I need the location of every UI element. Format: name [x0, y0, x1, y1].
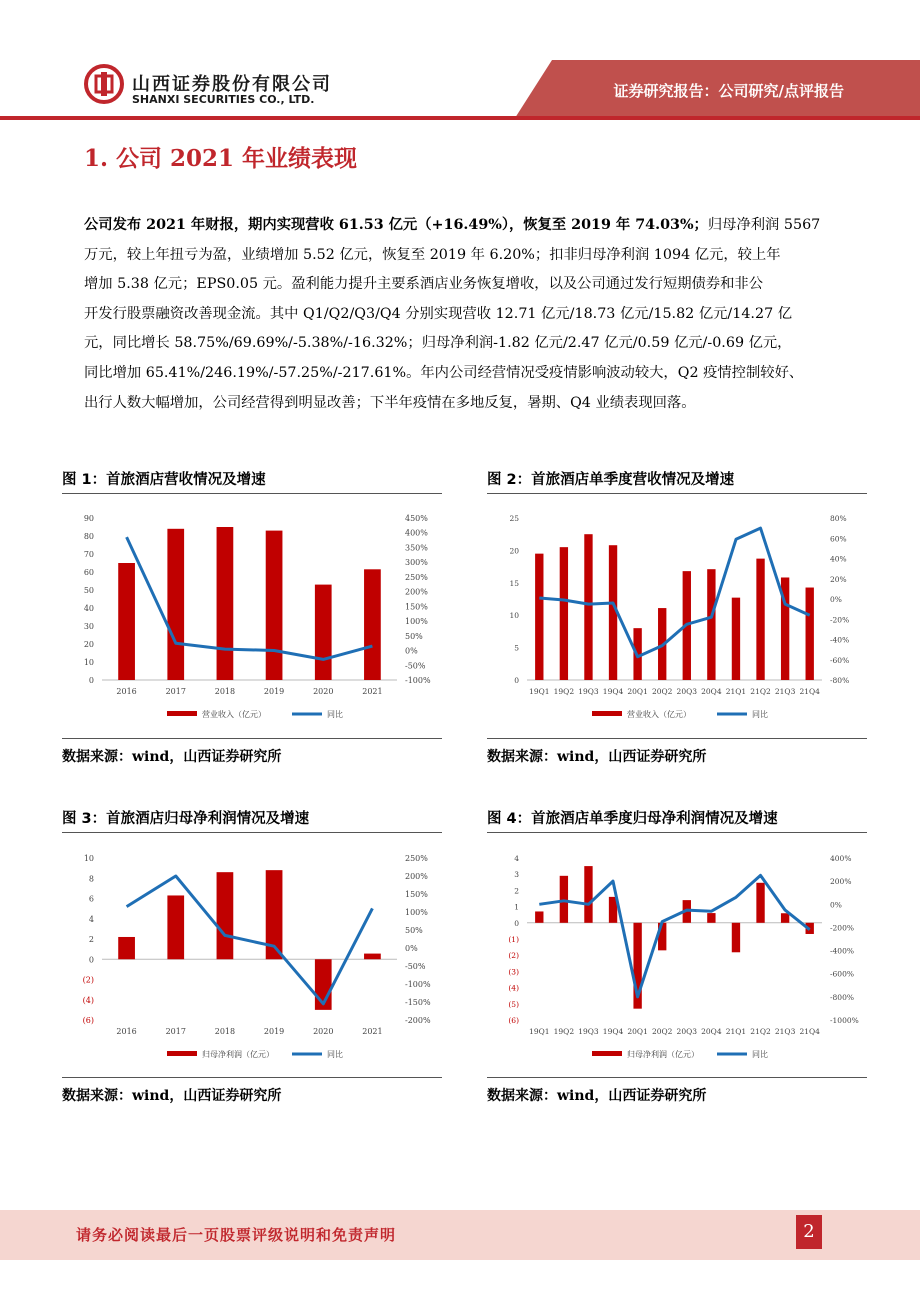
category-tick-label: 2020 [313, 687, 334, 696]
legend-bar-label: 归母净利润（亿元） [627, 1050, 699, 1059]
left-axis-tick-label: (4) [82, 995, 94, 1005]
figure-4-title: 图 4：首旅酒店单季度归母净利润情况及增速 [487, 811, 778, 827]
body-line-4: 开发行股票融资改善现金流。其中 Q1/Q2/Q3/Q4 分别实现营收 12.71 亿元/18.73 亿元/15.82 亿元/14.27 亿 [84, 305, 793, 322]
left-axis-tick-label: 50 [83, 586, 94, 595]
figure-4-source-rest: ，山西证券研究所 [594, 1088, 707, 1104]
category-tick-label: 21Q1 [725, 1027, 747, 1036]
right-axis-tick-label: 350% [405, 543, 428, 553]
right-axis-tick-label: -200% [830, 923, 854, 933]
company-logo-icon [84, 64, 124, 104]
left-axis-tick-label: 1 [514, 902, 519, 912]
left-axis-tick-label: 0 [88, 676, 94, 685]
left-axis-tick-label: (2) [82, 975, 94, 985]
figure-4-chart [487, 840, 867, 1070]
left-axis-tick-label: 20 [83, 640, 94, 649]
left-axis-tick-label: 60 [83, 568, 94, 577]
left-axis-tick-label: 90 [83, 514, 94, 523]
left-axis-tick-label: 10 [509, 611, 519, 621]
bar-mark [315, 585, 332, 680]
right-axis-tick-label: 200% [405, 587, 428, 597]
left-axis-tick-label: 3 [514, 870, 519, 880]
bar-mark [732, 923, 740, 952]
right-axis-tick-label: 300% [405, 558, 428, 568]
figure-1-chart [62, 500, 442, 730]
right-axis-tick-label: -600% [830, 969, 854, 979]
category-tick-label: 2019 [263, 687, 285, 696]
body-line-5: 元，同比增长 58.75%/69.69%/-5.38%/-16.32%；归母净利润-1.82 亿元/2.47 亿元/0.59 亿元/-0.69 亿元， [84, 335, 792, 352]
right-axis-tick-label: -800% [830, 992, 854, 1002]
figure-2-source-prefix: 数据来源： [487, 749, 557, 765]
right-axis-tick-label: 100% [405, 908, 428, 917]
category-tick-label: 2016 [116, 1027, 137, 1036]
figure-1-bottom-rule [62, 738, 442, 739]
figure-1-source-prefix: 数据来源： [62, 749, 132, 765]
figure-2-bottom-rule [487, 738, 867, 739]
right-axis-tick-label: 50% [405, 631, 423, 641]
bar-mark [167, 529, 184, 680]
right-axis-tick-label: 0% [405, 944, 418, 953]
right-axis-tick-label: 0% [405, 646, 418, 656]
growth-line-series [539, 875, 809, 997]
left-axis-tick-label: 20 [509, 546, 519, 556]
right-axis-tick-label: 0% [830, 900, 842, 910]
growth-line-series [539, 528, 809, 657]
bar-mark [535, 554, 543, 680]
right-axis-tick-label: -20% [830, 615, 850, 625]
category-tick-label: 2021 [362, 1027, 383, 1036]
bar-mark [118, 937, 135, 959]
left-axis-tick-label: 4 [88, 914, 94, 924]
left-axis-tick-label: 2 [88, 935, 94, 944]
left-axis-tick-label: 80 [83, 532, 94, 541]
category-tick-label: 19Q2 [553, 1027, 575, 1036]
figure-3-chart [62, 840, 442, 1070]
left-axis-tick-label: 6 [88, 894, 94, 904]
category-tick-label: 20Q1 [627, 1027, 648, 1036]
right-axis-tick-label: -400% [830, 946, 854, 956]
left-axis-tick-label: 15 [509, 578, 519, 588]
category-tick-label: 21Q3 [774, 1027, 796, 1036]
right-axis-tick-label: 0% [830, 595, 842, 604]
figure-3-top-rule [62, 832, 442, 833]
right-axis-tick-label: -200% [405, 1016, 431, 1025]
body-line-1 [84, 211, 852, 241]
bar-mark [364, 954, 381, 960]
category-tick-label: 19Q4 [602, 1027, 624, 1036]
category-tick-label: 2018 [214, 687, 236, 696]
figure-3-bottom-rule [62, 1077, 442, 1078]
legend-bar-swatch [167, 1051, 197, 1056]
legend-line-label: 同比 [327, 1050, 343, 1059]
left-axis-tick-label: 2 [514, 886, 519, 896]
legend-line-label: 同比 [752, 710, 768, 719]
right-axis-tick-label: -100% [405, 980, 431, 989]
category-tick-label: 19Q2 [553, 687, 575, 696]
left-axis-tick-label: 8 [88, 874, 94, 884]
category-tick-label: 2016 [116, 687, 137, 696]
right-axis-tick-label: -40% [830, 635, 850, 645]
left-axis-tick-label: 40 [83, 604, 94, 613]
figure-1-source-rest: ，山西证券研究所 [169, 749, 282, 765]
section-title: 1. 公司 2021 年业绩表现 [84, 145, 358, 172]
category-tick-label: 2021 [362, 687, 383, 696]
right-axis-tick-label: 400% [830, 854, 852, 863]
report-type: 证券研究报告：公司研究/点评报告 [613, 82, 844, 100]
figure-3-source [62, 1085, 281, 1105]
category-tick-label: 2019 [263, 1027, 285, 1036]
category-tick-label: 19Q3 [578, 1027, 599, 1036]
left-axis-tick-label: 30 [83, 622, 94, 631]
legend-bar-swatch [592, 711, 622, 716]
figure-4-bottom-rule [487, 1077, 867, 1078]
figure-1-source [62, 746, 281, 766]
bar-mark [781, 913, 789, 923]
bar-mark [756, 883, 764, 923]
category-tick-label: 2020 [313, 1027, 334, 1036]
right-axis-tick-label: 50% [405, 926, 423, 935]
category-tick-label: 20Q2 [651, 1027, 673, 1036]
category-tick-label: 20Q3 [676, 1027, 698, 1036]
bar-mark [217, 872, 234, 959]
figure-3-source-en: wind [132, 1088, 170, 1104]
legend-line-label: 同比 [752, 1050, 768, 1059]
body-line-6: 同比增加 65.41%/246.19%/-57.25%/-217.61%。年内公司经营情况受疫情影响波动较大，Q2 疫情控制较好、 [84, 364, 804, 381]
right-axis-tick-label: -50% [405, 661, 426, 671]
figure-1-source-en: wind [132, 749, 170, 765]
right-axis-tick-label: -60% [830, 655, 850, 665]
category-tick-label: 19Q1 [529, 1027, 550, 1036]
right-axis-tick-label: 250% [405, 572, 428, 582]
left-axis-tick-label: 10 [83, 658, 94, 667]
category-tick-label: 19Q3 [578, 687, 599, 696]
figure-4-source [487, 1085, 706, 1105]
right-axis-tick-label: 60% [830, 534, 847, 544]
left-axis-tick-label: 0 [88, 955, 94, 965]
legend-bar-label: 营业收入（亿元） [202, 710, 266, 719]
legend-bar-swatch [167, 711, 197, 716]
category-tick-label: 21Q2 [750, 1027, 771, 1036]
category-tick-label: 20Q1 [627, 687, 648, 696]
bar-mark [756, 559, 764, 680]
body-line-1-bold: 公司发布 2021 年财报，期内实现营收 61.53 亿元（+16.49%），恢复至 2019 年 74.03%； [84, 217, 708, 233]
figure-2-chart [487, 500, 867, 730]
left-axis-tick-label: 0 [514, 918, 519, 928]
bar-mark [806, 588, 814, 680]
body-paragraph [84, 211, 852, 418]
category-tick-label: 21Q1 [725, 687, 747, 696]
figure-2-title: 图 2：首旅酒店单季度营收情况及增速 [487, 472, 735, 488]
company-name-en: SHANXI SECURITIES CO., LTD. [132, 93, 315, 106]
legend-line-label: 同比 [327, 710, 343, 719]
category-tick-label: 20Q4 [701, 1027, 722, 1036]
category-tick-label: 20Q3 [676, 687, 698, 696]
right-axis-tick-label: -100% [405, 676, 431, 685]
growth-line-series [127, 876, 373, 1004]
right-axis-tick-label: -80% [830, 676, 850, 685]
right-axis-tick-label: 150% [405, 890, 428, 899]
figure-3-source-prefix: 数据来源： [62, 1088, 132, 1104]
figure-4-top-rule [487, 832, 867, 833]
right-axis-tick-label: 200% [830, 877, 852, 887]
left-axis-tick-label: 5 [514, 643, 519, 653]
left-axis-tick-label: (1) [508, 935, 519, 944]
body-line-1-rest: 归母净利润 5567 [707, 217, 821, 233]
legend-bar-swatch [592, 1051, 622, 1056]
left-axis-tick-label: (3) [508, 967, 519, 977]
page-number: 2 [796, 1215, 822, 1249]
right-axis-tick-label: 150% [405, 602, 428, 612]
category-tick-label: 21Q3 [774, 687, 796, 696]
left-axis-tick-label: 0 [514, 676, 519, 685]
bar-mark [560, 547, 568, 680]
right-axis-tick-label: -150% [405, 998, 431, 1007]
figure-3-source-rest: ，山西证券研究所 [169, 1088, 282, 1104]
right-axis-tick-label: 20% [830, 574, 847, 584]
figure-2-source [487, 746, 706, 766]
category-tick-label: 20Q2 [651, 687, 673, 696]
category-tick-label: 2018 [214, 1027, 236, 1036]
figure-3-title: 图 3：首旅酒店归母净利润情况及增速 [62, 811, 310, 827]
left-axis-tick-label: 70 [83, 550, 94, 559]
body-line-2: 万元，较上年扭亏为盈，业绩增加 5.52 亿元，恢复至 2019 年 6.20%；扣非归母净利润 1094 亿元，较上年 [84, 246, 781, 263]
left-axis-tick-label: (6) [82, 1016, 94, 1025]
figure-2-top-rule [487, 493, 867, 494]
right-axis-tick-label: 40% [830, 554, 847, 564]
right-axis-tick-label: -50% [405, 962, 426, 971]
right-axis-tick-label: 200% [405, 872, 428, 881]
bar-mark [584, 866, 592, 923]
bar-mark [584, 534, 592, 680]
figure-1-top-rule [62, 493, 442, 494]
left-axis-tick-label: (4) [508, 983, 519, 993]
bar-mark [707, 569, 715, 680]
left-axis-tick-label: (5) [508, 999, 519, 1009]
growth-line-series [127, 537, 373, 659]
right-axis-tick-label: 80% [830, 514, 847, 523]
category-tick-label: 20Q4 [701, 687, 722, 696]
legend-bar-label: 归母净利润（亿元） [202, 1050, 274, 1059]
bar-mark [535, 911, 543, 922]
bar-mark [266, 531, 283, 680]
bar-mark [364, 569, 381, 680]
category-tick-label: 19Q1 [529, 687, 550, 696]
category-tick-label: 21Q4 [799, 1027, 820, 1036]
category-tick-label: 2017 [165, 1027, 186, 1036]
left-axis-tick-label: (6) [508, 1016, 519, 1025]
right-axis-tick-label: 450% [405, 514, 428, 523]
bar-mark [217, 527, 234, 680]
left-axis-tick-label: 10 [83, 854, 94, 863]
left-axis-tick-label: 4 [514, 854, 519, 863]
right-axis-tick-label: -1000% [830, 1016, 859, 1025]
left-axis-tick-label: 25 [509, 514, 519, 523]
category-tick-label: 2017 [165, 687, 186, 696]
legend-bar-label: 营业收入（亿元） [627, 710, 691, 719]
category-tick-label: 21Q4 [799, 687, 820, 696]
figure-2-source-rest: ，山西证券研究所 [594, 749, 707, 765]
figure-2-source-en: wind [557, 749, 595, 765]
category-tick-label: 21Q2 [750, 687, 771, 696]
category-tick-label: 19Q4 [602, 687, 624, 696]
footer-disclaimer: 请务必阅读最后一页股票评级说明和免责声明 [76, 1226, 397, 1244]
right-axis-tick-label: 100% [405, 617, 428, 627]
bar-mark [167, 895, 184, 959]
company-name-cn: 山西证券股份有限公司 [132, 74, 332, 95]
right-axis-tick-label: 250% [405, 854, 428, 863]
header-divider [0, 116, 920, 120]
right-axis-tick-label: 400% [405, 528, 428, 538]
figure-4-source-en: wind [557, 1088, 595, 1104]
bar-mark [707, 913, 715, 923]
page-header [0, 0, 920, 122]
bar-mark [118, 563, 135, 680]
bar-mark [732, 598, 740, 680]
figure-1-title: 图 1：首旅酒店营收情况及增速 [62, 472, 266, 488]
body-line-3: 增加 5.38 亿元；EPS0.05 元。盈利能力提升主要系酒店业务恢复增收，以及公司通过发行短期债券和非公 [84, 276, 764, 293]
body-line-7: 出行人数大幅增加，公司经营得到明显改善；下半年疫情在多地反复，暑期、Q4 业绩表现回落。 [84, 394, 696, 411]
left-axis-tick-label: (2) [508, 951, 519, 961]
figure-4-source-prefix: 数据来源： [487, 1088, 557, 1104]
